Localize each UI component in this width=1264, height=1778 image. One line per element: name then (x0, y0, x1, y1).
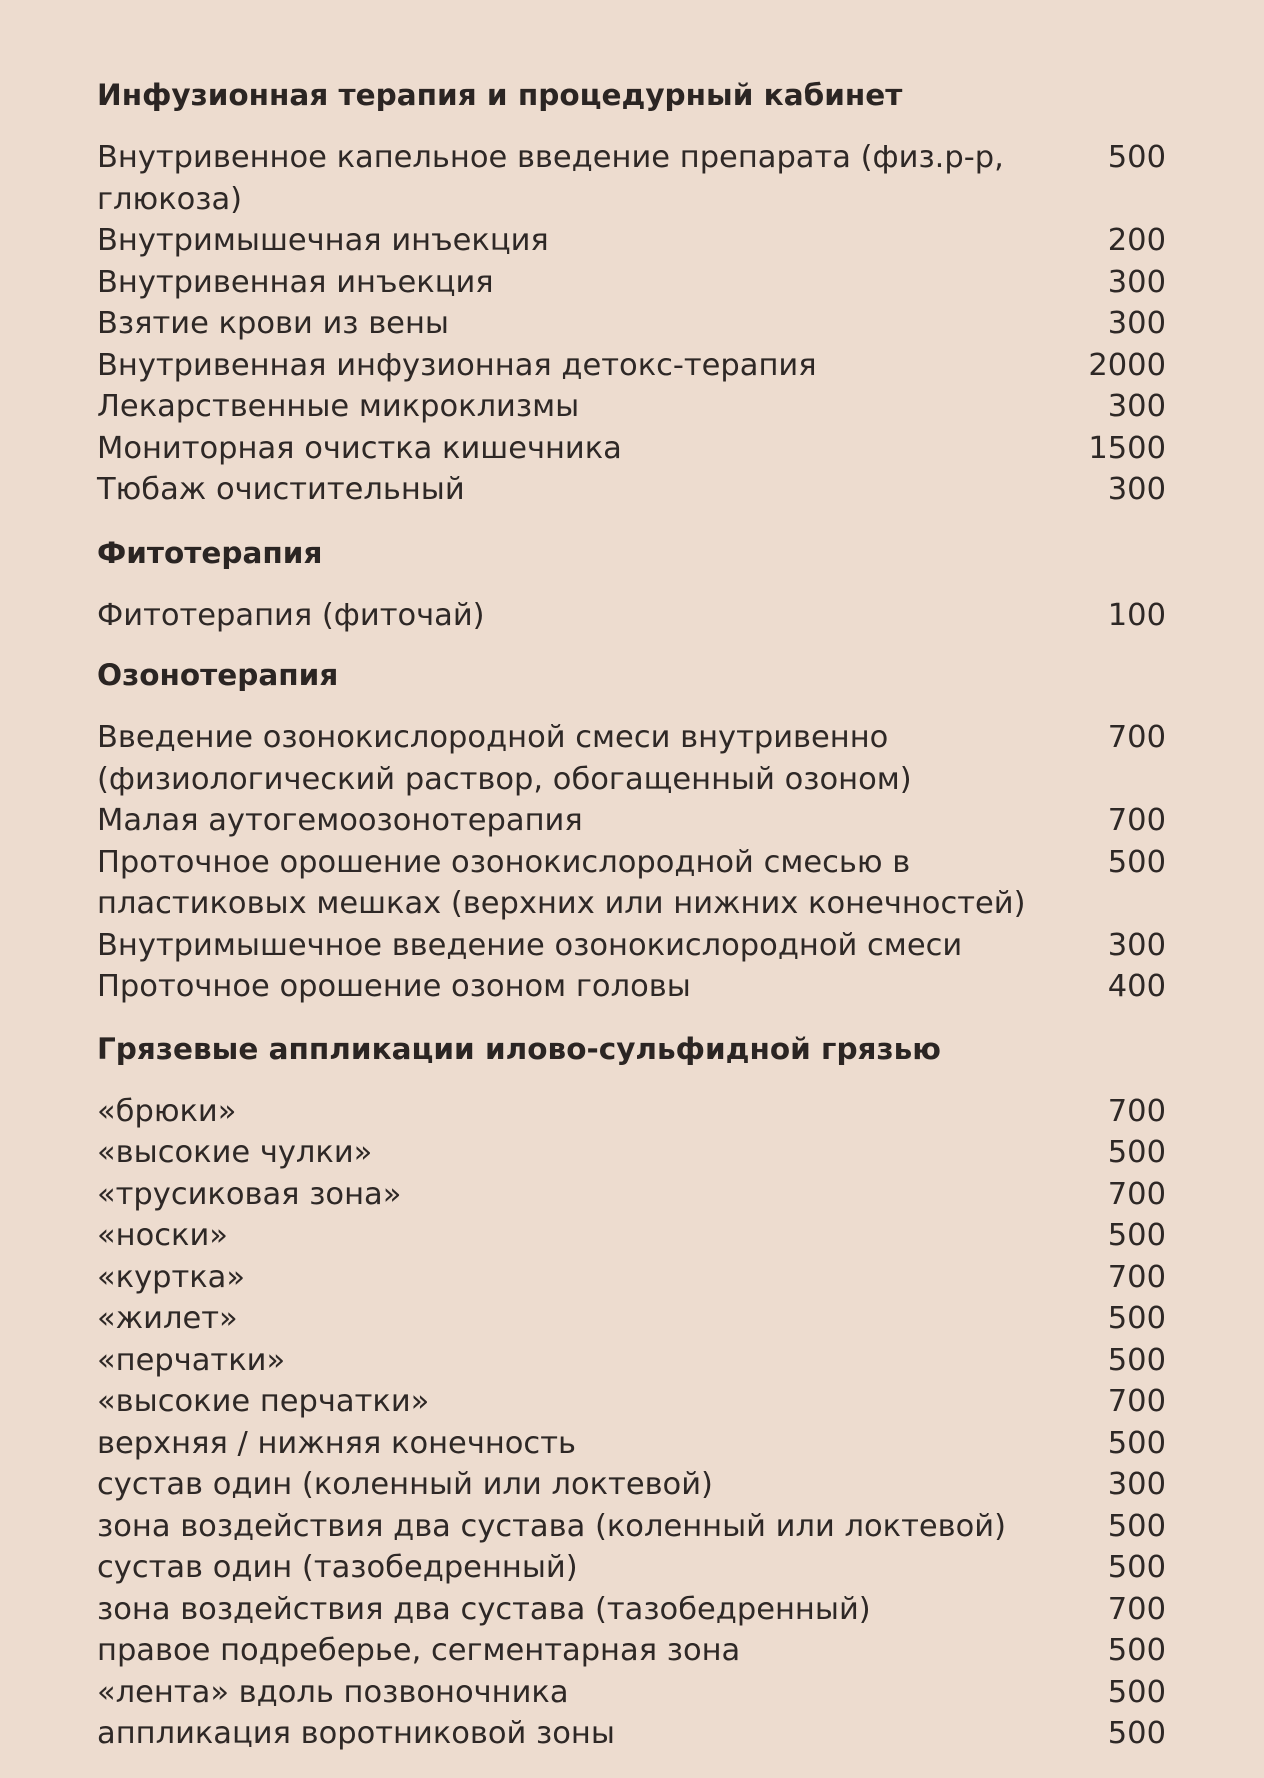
price-row (97, 1215, 1166, 1257)
service-name: верхняя / нижняя конечность (97, 1425, 576, 1461)
service-price: 500 (1107, 1425, 1166, 1461)
service-price: 700 (1107, 720, 1166, 755)
service-price: 2000 (1088, 347, 1166, 383)
price-row (97, 1132, 1166, 1174)
section-ozone-therapy (97, 654, 1166, 1008)
service-price: 300 (1107, 306, 1166, 341)
price-row (97, 1298, 1166, 1340)
service-price: 300 (1107, 927, 1166, 963)
price-list (97, 595, 1166, 637)
service-name: Внутримышечное введение озонокислородной смеси (97, 927, 963, 963)
service-name: «куртка» (97, 1259, 246, 1295)
service-price: 300 (1107, 472, 1166, 507)
service-name: Проточное орошение озоном головы (97, 969, 691, 1004)
price-list (97, 137, 1166, 511)
service-name: Взятие крови из вены (97, 306, 449, 341)
section-infusion-therapy (97, 74, 1166, 511)
service-name: «носки» (97, 1218, 228, 1253)
price-row (97, 1672, 1166, 1714)
service-price: 300 (1107, 389, 1166, 424)
service-price: 1500 (1088, 430, 1166, 466)
price-row (97, 262, 1166, 304)
service-name: «лента» вдоль позвоночника (97, 1674, 569, 1710)
price-row (97, 137, 1166, 220)
service-price: 500 (1107, 1550, 1166, 1585)
service-price: 700 (1107, 1259, 1166, 1295)
service-name: «трусиковая зона» (97, 1176, 402, 1212)
service-price: 500 (1107, 1674, 1166, 1710)
service-price: 700 (1107, 1093, 1166, 1129)
service-name: Малая аутогемоозонотерапия (97, 803, 583, 838)
service-price: 500 (1107, 1342, 1166, 1378)
service-price: 500 (1107, 1633, 1166, 1668)
service-price: 400 (1107, 969, 1166, 1004)
price-row (97, 1506, 1166, 1548)
price-row (97, 1547, 1166, 1589)
price-row (97, 1381, 1166, 1423)
service-name: Внутривенное капельное введение препарата (физ.р-р, глюкоза) (97, 140, 1004, 217)
service-price: 700 (1107, 803, 1166, 838)
price-row (97, 966, 1166, 1008)
service-name: «высокие перчатки» (97, 1384, 430, 1419)
service-name: «перчатки» (97, 1342, 286, 1378)
service-price: 200 (1107, 223, 1166, 258)
price-row (97, 717, 1166, 800)
service-price: 500 (1107, 1301, 1166, 1336)
service-name: Проточное орошение озонокислородной смесью в пластиковых мешках (верхних или нижних конечностей) (97, 844, 1026, 921)
service-name: сустав один (коленный или локтевой) (97, 1467, 713, 1502)
service-price: 300 (1107, 264, 1166, 300)
section-title: Инфузионная терапия и процедурный кабинет (97, 78, 903, 112)
price-row (97, 1589, 1166, 1631)
price-row (97, 1340, 1166, 1382)
service-name: правое подреберье, сегментарная зона (97, 1633, 741, 1668)
price-row (97, 1423, 1166, 1465)
service-name: зона воздействия два сустава (тазобедренный) (97, 1591, 871, 1627)
service-name: Лекарственные микроклизмы (97, 389, 580, 424)
service-price: 500 (1107, 1508, 1166, 1544)
price-row (97, 345, 1166, 387)
service-name: зона воздействия два сустава (коленный или локтевой) (97, 1508, 1006, 1544)
service-name: «жилет» (97, 1301, 238, 1336)
section-title: Грязевые аппликации илово-сульфидной грязью (97, 1031, 941, 1066)
service-name: Введение озонокислородной смеси внутривенно (физиологический раствор, обогащенный озоном) (97, 720, 912, 797)
service-price: 300 (1107, 1467, 1166, 1502)
service-name: Мониторная очистка кишечника (97, 430, 622, 466)
price-row (97, 1257, 1166, 1299)
service-name: сустав один (тазобедренный) (97, 1550, 578, 1585)
price-list (97, 717, 1166, 1008)
price-row (97, 925, 1166, 967)
price-row (97, 842, 1166, 925)
service-name: Тюбаж очистительный (97, 472, 465, 507)
service-price: 500 (1107, 140, 1166, 175)
section-mud-applications (97, 1028, 1166, 1755)
service-price: 500 (1107, 844, 1166, 880)
price-row (97, 303, 1166, 345)
service-price: 500 (1107, 1716, 1166, 1751)
service-name: Фитотерапия (фиточай) (97, 597, 485, 633)
price-list (97, 1091, 1166, 1755)
service-price: 700 (1107, 1591, 1166, 1627)
section-title: Озонотерапия (97, 658, 339, 692)
section-phytotherapy (97, 532, 1166, 637)
service-name: Внутривенная инфузионная детокс-терапия (97, 347, 817, 383)
price-row (97, 1174, 1166, 1216)
price-row (97, 595, 1166, 637)
service-name: Внутривенная инъекция (97, 264, 494, 300)
service-name: «брюки» (97, 1093, 237, 1129)
price-row (97, 469, 1166, 511)
price-row (97, 220, 1166, 262)
price-row (97, 1464, 1166, 1506)
section-title: Фитотерапия (97, 535, 323, 570)
price-row (97, 800, 1166, 842)
service-price: 700 (1107, 1176, 1166, 1212)
service-price: 700 (1107, 1384, 1166, 1419)
service-name: «высокие чулки» (97, 1135, 373, 1170)
service-price: 500 (1107, 1218, 1166, 1253)
service-price: 100 (1107, 597, 1166, 633)
price-row (97, 428, 1166, 470)
price-row (97, 386, 1166, 428)
service-name: аппликация воротниковой зоны (97, 1716, 615, 1751)
price-row (97, 1091, 1166, 1133)
price-row (97, 1713, 1166, 1755)
price-row (97, 1630, 1166, 1672)
service-name: Внутримышечная инъекция (97, 223, 549, 258)
service-price: 500 (1107, 1135, 1166, 1170)
